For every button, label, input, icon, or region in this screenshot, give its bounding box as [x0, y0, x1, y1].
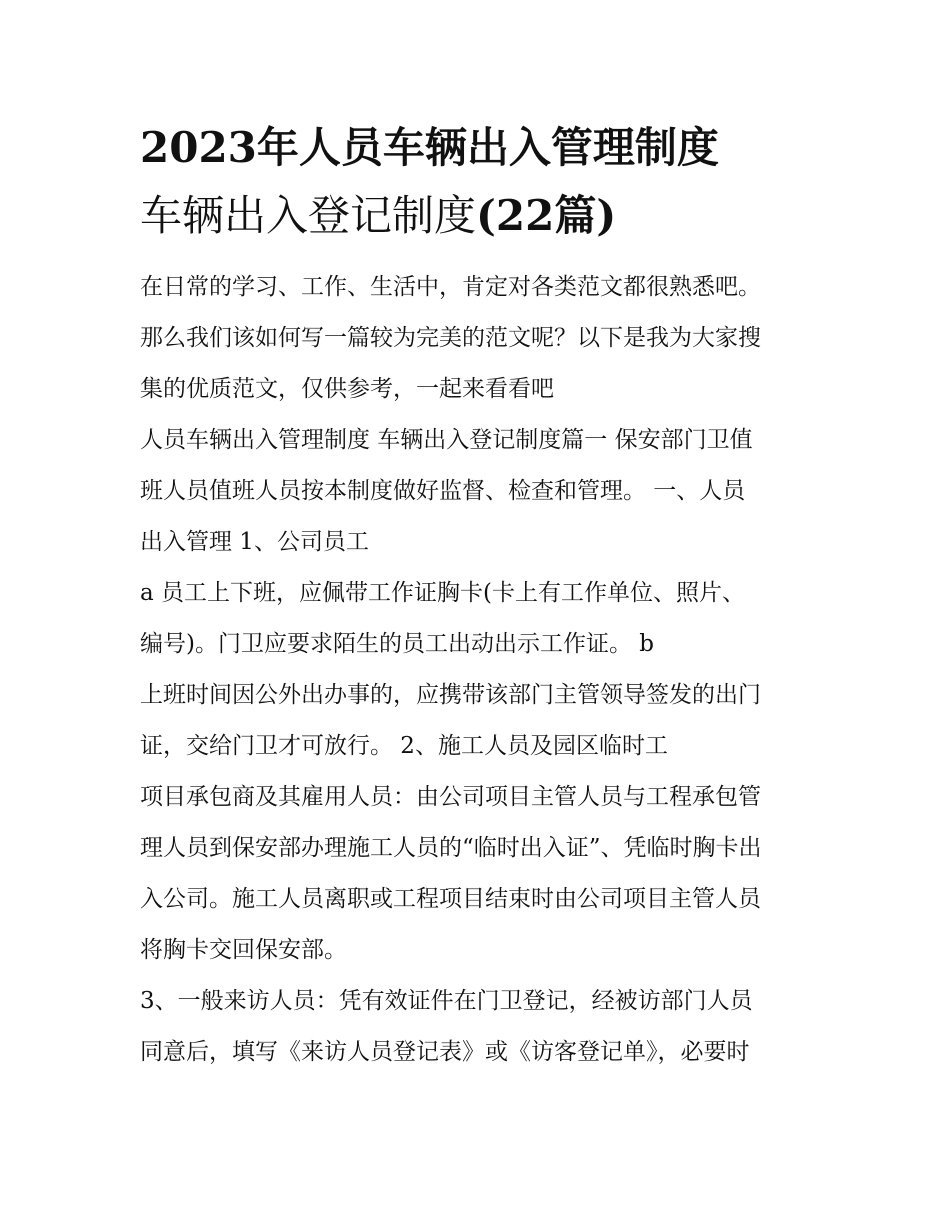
text-line: 项目承包商及其雇用人员：由公司项目主管人员与工程承包管 [140, 784, 761, 810]
text-line: 上班时间因公外出办事的，应携带该部门主管领导签发的出门 [140, 682, 761, 708]
paragraph-contractors [140, 772, 820, 976]
text-line: 在日常的学习、工作、生活中，肯定对各类范文都很熟悉吧。 [140, 274, 761, 300]
title-line-1: 2023年人员车辆出入管理制度 [140, 123, 719, 172]
text-line: 理人员到保安部办理施工人员的“临时出入证”、凭临时胸卡出 [140, 835, 762, 861]
text-line: 集的优质范文，仅供参考，一起来看看吧 [140, 376, 554, 402]
document-body [140, 262, 820, 1078]
document-page [140, 114, 820, 1078]
text-line: 编号)。门卫应要求陌生的员工出动出示工作证。 b [140, 631, 655, 657]
paragraph-employee-a [140, 568, 820, 670]
text-line: 将胸卡交回保安部。 [140, 937, 347, 963]
text-line: 班人员值班人员按本制度做好监督、检查和管理。 一、人员 [140, 478, 746, 504]
text-line: a 员工上下班，应佩带工作证胸卡(卡上有工作单位、照片、 [140, 580, 745, 606]
title-line-2-count: (22篇) [476, 191, 617, 240]
document-title [140, 114, 820, 250]
title-line-2-text: 车辆出入登记制度 [140, 191, 477, 240]
text-line: 同意后，填写《来访人员登记表》或《访客登记单》，必要时 [140, 1039, 750, 1065]
text-line: 那么我们该如何写一篇较为完美的范文呢？以下是我为大家搜 [140, 325, 761, 351]
title-line-2 [140, 182, 820, 250]
paragraph-employee-b [140, 670, 820, 772]
text-line: 入公司。施工人员离职或工程项目结束时由公司项目主管人员 [140, 886, 761, 912]
text-line: 人员车辆出入管理制度 车辆出入登记制度篇一 保安部门卫值 [140, 427, 753, 453]
text-line: 证，交给门卫才可放行。 2、施工人员及园区临时工 [140, 733, 668, 759]
text-line: 3、一般来访人员：凭有效证件在门卫登记，经被访部门人员 [140, 988, 753, 1014]
paragraph-visitors [140, 976, 820, 1078]
text-line: 出入管理 1、公司员工 [140, 529, 369, 555]
paragraph-section-1 [140, 415, 820, 568]
paragraph-intro [140, 262, 820, 415]
